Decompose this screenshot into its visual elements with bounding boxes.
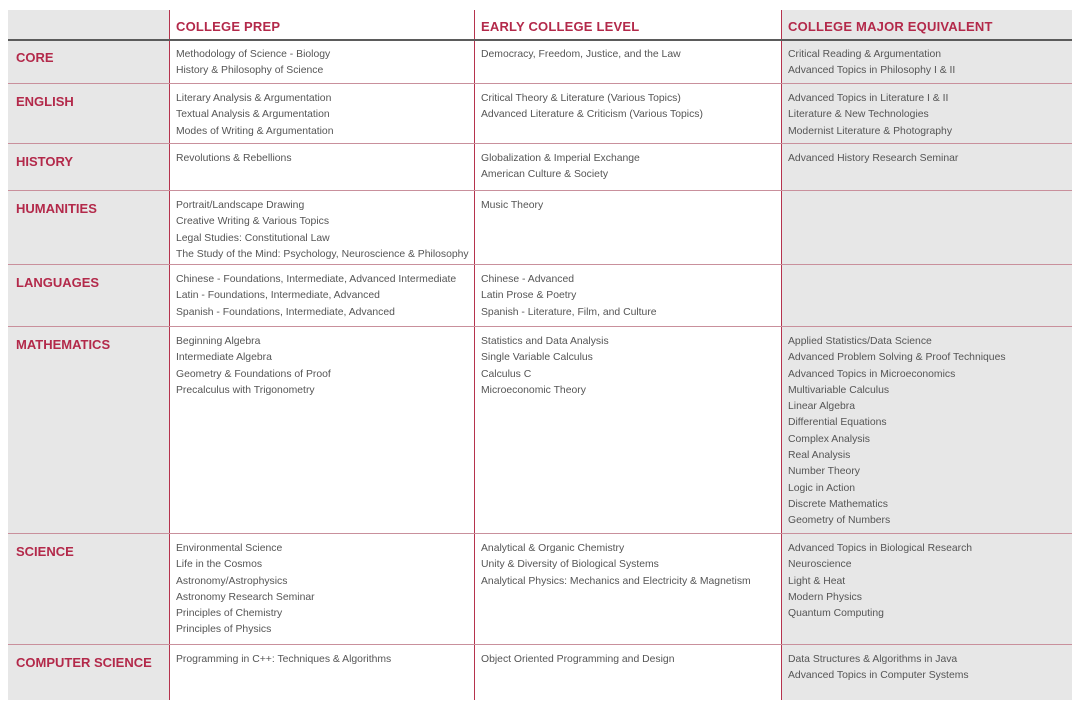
course-item: Modes of Writing & Argumentation <box>176 125 334 137</box>
cell-humanities-early-college <box>481 198 543 214</box>
row-label-languages: LANGUAGES <box>16 275 100 290</box>
course-item: Modern Physics <box>788 591 862 603</box>
row-label-history: HISTORY <box>16 154 74 169</box>
course-item: Legal Studies: Constitutional Law <box>176 232 330 244</box>
course-item: Neuroscience <box>788 559 852 571</box>
cell-core-early-college <box>481 47 681 63</box>
cell-english-early-college <box>481 91 703 124</box>
row-divider <box>8 83 1072 84</box>
cell-mathematics-college-major <box>788 334 1006 530</box>
course-item: Revolutions & Rebellions <box>176 153 292 164</box>
course-item: Single Variable Calculus <box>481 352 593 364</box>
course-item: Applied Statistics/Data Science <box>788 336 932 347</box>
header-college-major-equivalent: COLLEGE MAJOR EQUIVALENT <box>788 19 993 34</box>
cell-english-college-prep <box>176 91 333 140</box>
course-item: Object Oriented Programming and Design <box>481 654 675 665</box>
row-label-mathematics: MATHEMATICS <box>16 337 111 352</box>
row-divider <box>8 264 1072 265</box>
course-item: Principles of Chemistry <box>176 608 283 620</box>
course-item: Discrete Mathematics <box>788 498 888 510</box>
cell-history-college-prep <box>176 151 292 167</box>
course-item: Precalculus with Trigonometry <box>176 384 315 396</box>
course-item: Differential Equations <box>788 417 887 429</box>
row-label-english: ENGLISH <box>16 94 74 109</box>
course-item: Environmental Science <box>176 543 283 554</box>
row-divider <box>8 190 1072 191</box>
row-divider <box>8 533 1072 534</box>
course-item: Chinese - Advanced <box>481 274 574 285</box>
row-divider <box>8 644 1072 645</box>
course-item: Spanish - Foundations, Intermediate, Advanced <box>176 306 395 318</box>
course-item: Modernist Literature & Photography <box>788 125 953 137</box>
course-item: Statistics and Data Analysis <box>481 336 609 347</box>
column-divider <box>169 10 170 700</box>
header-college-prep: COLLEGE PREP <box>176 19 281 34</box>
course-item: American Culture & Society <box>481 169 609 181</box>
cell-languages-early-college <box>481 272 657 321</box>
course-item: Unity & Diversity of Biological Systems <box>481 559 659 571</box>
cell-science-college-prep <box>176 541 315 639</box>
course-item: Advanced Topics in Philosophy I & II <box>788 65 956 77</box>
course-item: Number Theory <box>788 466 860 478</box>
course-item: Multivariable Calculus <box>788 384 890 396</box>
row-label-computer-science: COMPUTER SCIENCE <box>16 655 152 670</box>
course-item: Literature & New Technologies <box>788 109 929 121</box>
course-item: Logic in Action <box>788 482 856 494</box>
cell-history-early-college <box>481 151 640 184</box>
course-item: Real Analysis <box>788 450 851 462</box>
course-item: Advanced Topics in Biological Research <box>788 543 973 554</box>
course-item: Linear Algebra <box>788 401 856 413</box>
cell-core-college-prep <box>176 47 330 80</box>
course-item: Globalization & Imperial Exchange <box>481 153 640 164</box>
header-early-college-level: EARLY COLLEGE LEVEL <box>481 19 640 34</box>
course-item: Chinese - Foundations, Intermediate, Advanced Intermediate <box>176 274 457 285</box>
cell-english-college-major <box>788 91 952 140</box>
row-divider <box>8 326 1072 327</box>
cell-science-early-college <box>481 541 751 590</box>
row-divider <box>8 143 1072 144</box>
curriculum-table <box>8 10 1072 700</box>
course-item: Latin Prose & Poetry <box>481 290 577 302</box>
cell-mathematics-college-prep <box>176 334 331 399</box>
course-item: Beginning Algebra <box>176 336 261 347</box>
course-item: Literary Analysis & Argumentation <box>176 93 332 104</box>
column-divider <box>474 10 475 700</box>
course-item: Principles of Physics <box>176 624 272 636</box>
course-item: Advanced Literature & Criticism (Various Topics) <box>481 109 703 121</box>
course-item: Critical Theory & Literature (Various Topics) <box>481 93 681 104</box>
course-item: Advanced History Research Seminar <box>788 153 959 164</box>
course-item: Advanced Topics in Literature I & II <box>788 93 949 104</box>
course-item: Music Theory <box>481 200 544 211</box>
cell-computer-science-early-college <box>481 652 674 668</box>
course-item: Microeconomic Theory <box>481 384 586 396</box>
course-item: Light & Heat <box>788 575 846 587</box>
cell-humanities-college-prep <box>176 198 469 263</box>
course-item: Advanced Topics in Microeconomics <box>788 368 956 380</box>
cell-computer-science-college-major <box>788 652 969 685</box>
course-item: Astronomy/Astrophysics <box>176 575 288 587</box>
course-item: Geometry & Foundations of Proof <box>176 368 331 380</box>
course-item: Spanish - Literature, Film, and Culture <box>481 306 657 318</box>
course-item: Democracy, Freedom, Justice, and the Law <box>481 49 681 60</box>
cell-history-college-major <box>788 151 958 167</box>
course-item: Analytical Physics: Mechanics and Electricity & Magnetism <box>481 575 751 587</box>
course-item: Latin - Foundations, Intermediate, Advanced <box>176 290 380 302</box>
column-divider <box>781 10 782 700</box>
course-item: Critical Reading & Argumentation <box>788 49 942 60</box>
course-item: Creative Writing & Various Topics <box>176 216 330 228</box>
course-item: Methodology of Science - Biology <box>176 49 331 60</box>
course-item: Astronomy Research Seminar <box>176 591 315 603</box>
course-item: Quantum Computing <box>788 608 884 620</box>
course-item: History & Philosophy of Science <box>176 65 324 77</box>
course-item: Advanced Topics in Computer Systems <box>788 670 969 682</box>
row-label-humanities: HUMANITIES <box>16 201 97 216</box>
cell-mathematics-early-college <box>481 334 609 399</box>
label-column-band <box>8 10 169 700</box>
header-rule <box>8 39 1072 41</box>
course-item: The Study of the Mind: Psychology, Neuroscience & Philosophy <box>176 248 469 260</box>
course-item: Portrait/Landscape Drawing <box>176 200 305 211</box>
cell-languages-college-prep <box>176 272 456 321</box>
row-label-core: CORE <box>16 50 54 65</box>
cell-core-college-major <box>788 47 955 80</box>
course-item: Life in the Cosmos <box>176 559 263 571</box>
course-item: Advanced Problem Solving & Proof Techniques <box>788 352 1006 364</box>
course-item: Intermediate Algebra <box>176 352 272 364</box>
cell-science-college-major <box>788 541 972 622</box>
course-item: Geometry of Numbers <box>788 515 891 527</box>
course-item: Complex Analysis <box>788 433 871 445</box>
course-item: Programming in C++: Techniques & Algorithms <box>176 654 392 665</box>
course-item: Analytical & Organic Chemistry <box>481 543 625 554</box>
course-item: Calculus C <box>481 368 532 380</box>
row-label-science: SCIENCE <box>16 544 74 559</box>
course-item: Textual Analysis & Argumentation <box>176 109 330 121</box>
cell-computer-science-college-prep <box>176 652 391 668</box>
course-item: Data Structures & Algorithms in Java <box>788 654 958 665</box>
